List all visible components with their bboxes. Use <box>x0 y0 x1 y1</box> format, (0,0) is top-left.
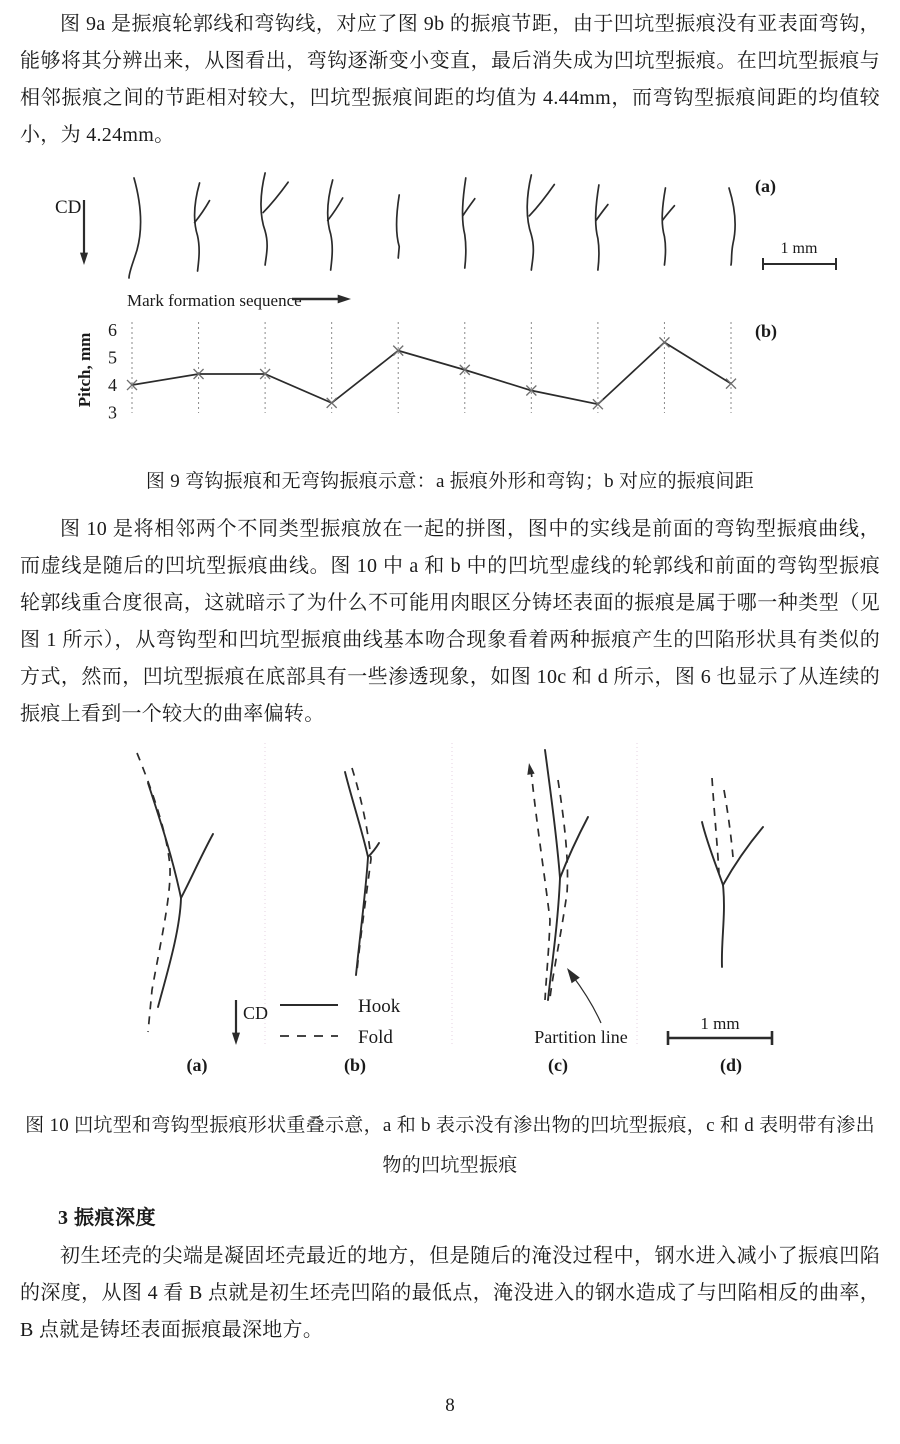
hook-curve-a <box>148 783 181 1007</box>
hook-curve-b <box>345 772 368 975</box>
mark-hook-branch <box>263 182 288 212</box>
pitch-data-line <box>132 342 731 404</box>
panel-label: (c) <box>548 1055 568 1075</box>
paragraph-mark-depth: 初生坯壳的尖端是凝固坯壳最近的地方，但是随后的淹没过程中，钢水进入减小了振痕凹陷的深度，从图 4 看 B 点就是初生坯壳凹陷的最低点，淹没进入的钢水造成了与凹陷相反的曲率，B 点就是铸坯表面振痕最深地方。 <box>20 1245 880 1341</box>
partition-line-label: Partition line <box>534 1027 628 1047</box>
mark-hook-branch <box>596 205 608 221</box>
oscillation-mark-curve <box>527 175 554 270</box>
figure9a-label: (a) <box>755 176 776 196</box>
oscillation-mark-curve <box>195 183 210 271</box>
sequence-arrow-head <box>338 295 351 304</box>
mark-main-line <box>129 178 141 278</box>
hook-curve-d-left <box>702 822 723 885</box>
oscillation-mark-curve <box>729 188 735 265</box>
mark-hook-branch <box>195 201 210 223</box>
hook-curve-d-right <box>723 827 763 885</box>
oscillation-mark-curve <box>261 173 288 265</box>
pitch-axis-tick: 4 <box>108 375 117 395</box>
cd-arrow-head <box>232 1033 240 1045</box>
oscillation-mark-curve <box>397 195 400 258</box>
hook-branch-a <box>181 834 213 898</box>
oscillation-mark-curve <box>662 188 674 265</box>
figure9a-scale-label: 1 mm <box>780 240 818 257</box>
fold-curve-a <box>137 753 170 1032</box>
figure10-scale-label: 1 mm <box>700 1014 740 1033</box>
mark-main-line <box>328 180 333 270</box>
mark-hook-branch <box>529 185 554 216</box>
partition-pointer-line <box>572 975 601 1023</box>
pitch-axis-label: Pitch, mm <box>75 332 94 408</box>
pitch-axis-tick: 5 <box>108 347 117 368</box>
fold-curve-c-arrow-tip <box>525 762 534 775</box>
oscillation-mark-curve <box>328 180 343 270</box>
mark-main-line <box>397 195 400 258</box>
mark-hook-branch <box>328 198 343 221</box>
figure9b-label: (b) <box>755 321 777 341</box>
page-number: 8 <box>445 1395 455 1416</box>
fold-curve-d-right <box>724 790 733 857</box>
figure9-diagram <box>0 165 900 462</box>
oscillation-mark-curve <box>463 178 475 268</box>
fold-curve-c-left <box>531 769 550 1000</box>
fold-curve-b <box>352 768 371 971</box>
figure10-caption: 图 10 凹坑型和弯钩型振痕形状重叠示意，a 和 b 表示没有渗出物的凹坑型振痕，c 和 d 表明带有渗出物的凹坑型振痕 <box>25 1115 875 1176</box>
pitch-axis-tick: 6 <box>108 320 117 340</box>
mark-main-line <box>195 183 200 271</box>
figure9-caption: 图 9 弯钩振痕和无弯钩振痕示意：a 振痕外形和弯钩；b 对应的振痕间距 <box>145 471 755 492</box>
hook-curve-c <box>545 750 560 1000</box>
figure10-diagram <box>0 735 900 1100</box>
cd-arrow-head <box>80 253 88 265</box>
mark-main-line <box>596 185 599 270</box>
cd-label: CD <box>243 1003 269 1023</box>
legend-hook-label: Hook <box>358 996 401 1017</box>
hook-curve-d-stem <box>722 885 724 967</box>
mark-hook-branch <box>463 199 475 216</box>
mark-main-line <box>527 175 533 270</box>
paragraph-figure10-discussion: 图 10 是将相邻两个不同类型振痕放在一起的拼图，图中的实线是前面的弯钩型振痕曲线，而虚线是随后的凹坑型振痕曲线。图 10 中 a 和 b 中的凹坑型虚线的轮郭线和前面的弯钩型振痕轮郭线重合度很高，这就暗示了为什么不可能用肉眼区分铸坯表面的振痕是属于哪一种类型（见图 1 所示），从弯钩型和凹坑型振痕曲线基本吻合现象看着两种振痕产生的凹陷形状具有类似的方式，然而，凹坑型振痕在底部具有一些渗透现象，如图 10c 和 d 所示，图 6 也显示了从连续的振痕上看到一个较大的曲率偏转。 <box>20 518 880 725</box>
mark-main-line <box>662 188 665 265</box>
oscillation-mark-curve <box>129 178 141 278</box>
mark-main-line <box>261 173 267 265</box>
paragraph-figure9-discussion: 图 9a 是振痕轮郭线和弯钩线，对应了图 9b 的振痕节距，由于凹坑型振痕没有亚表面弯钩，能够将其分辨出来，从图看出，弯钩逐渐变小变直，最后消失成为凹坑型振痕。在凹坑型振痕与相邻振痕之间的节距相对较大，凹坑型振痕间距的均值为 4.44mm，而弯钩型振痕间距的均值较小，为 4.24mm。 <box>20 13 880 146</box>
mark-hook-branch <box>662 206 674 221</box>
mark-main-line <box>729 188 735 265</box>
legend-fold-label: Fold <box>358 1027 393 1048</box>
partition-pointer-head <box>563 965 580 983</box>
panel-label: (d) <box>720 1055 742 1075</box>
section-3-heading: 3 振痕深度 <box>58 1207 156 1229</box>
mark-formation-sequence-label: Mark formation sequence <box>127 291 302 310</box>
panel-label: (b) <box>344 1055 366 1075</box>
oscillation-mark-curve <box>596 185 608 270</box>
pitch-axis-tick: 3 <box>108 402 117 423</box>
mark-main-line <box>463 178 466 268</box>
cd-label: CD <box>55 197 82 218</box>
panel-label: (a) <box>186 1055 208 1075</box>
